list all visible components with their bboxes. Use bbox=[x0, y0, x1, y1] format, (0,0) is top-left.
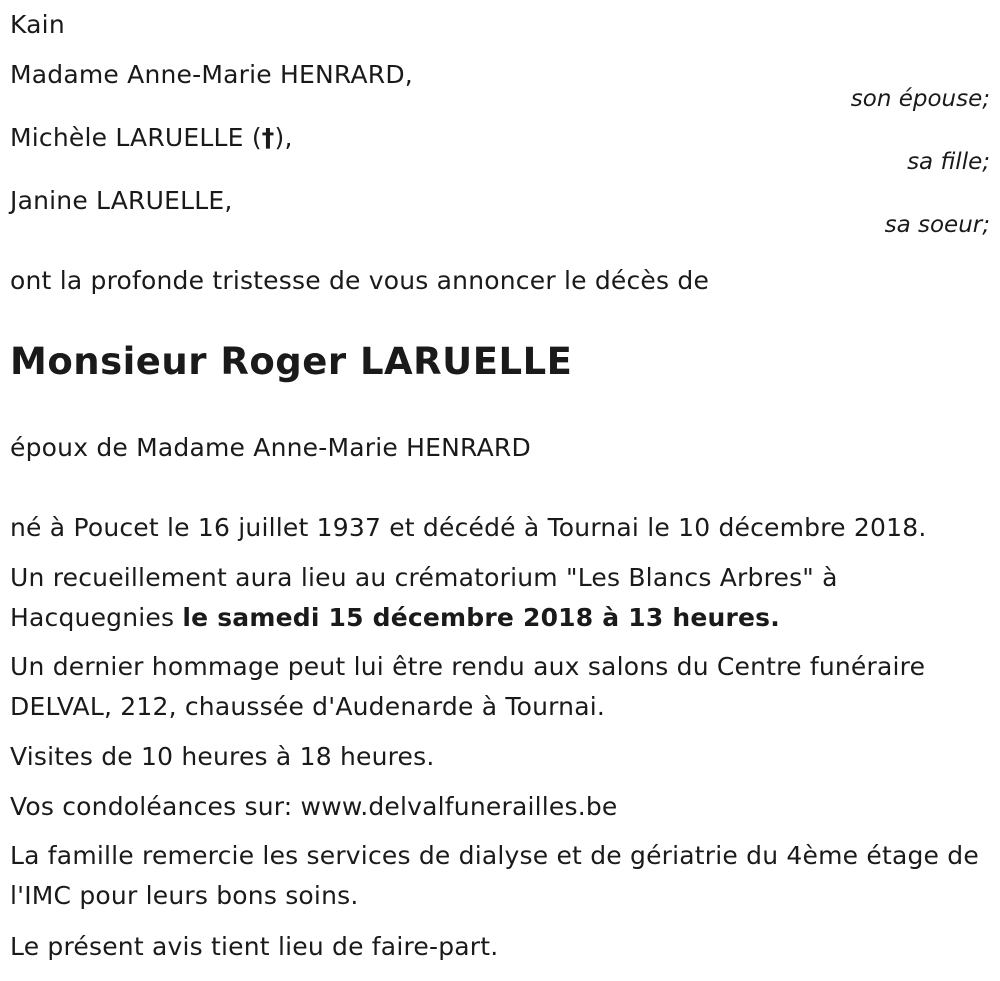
homage-paragraph: Un dernier hommage peut lui être rendu aux salons du Centre funéraire DELVAL, 212, chaussée d'Audenarde à Tournai. bbox=[10, 652, 926, 721]
notice-text: Le présent avis tient lieu de faire-part. bbox=[10, 932, 499, 961]
family-member-relation: sa fille; bbox=[907, 149, 990, 175]
ceremony-date: le samedi 15 décembre 2018 à 13 heures. bbox=[182, 603, 780, 632]
announcement-text: ont la profonde tristesse de vous annoncer le décès de bbox=[10, 266, 710, 295]
ceremony-text: Un recueillement aura lieu au crématorium "Les Blancs Arbres" à Hacquegnies bbox=[10, 563, 838, 632]
family-member-name-part: Michèle LARUELLE ( bbox=[10, 123, 262, 152]
family-member-name-part: ), bbox=[274, 123, 293, 152]
cross-icon: † bbox=[261, 123, 275, 152]
family-member-name: Madame Anne-Marie HENRARD, bbox=[10, 60, 413, 89]
family-member-name: Janine LARUELLE, bbox=[10, 186, 233, 215]
family-member-name bbox=[10, 123, 293, 153]
spouse-line: époux de Madame Anne-Marie HENRARD bbox=[10, 433, 531, 462]
deceased-name: Monsieur Roger LARUELLE bbox=[10, 340, 573, 383]
birth-death-text: né à Poucet le 16 juillet 1937 et décédé à Tournai le 10 décembre 2018. bbox=[10, 513, 927, 542]
location-text: Kain bbox=[10, 10, 65, 39]
visits-text: Visites de 10 heures à 18 heures. bbox=[10, 742, 435, 771]
condolences-text: Vos condoléances sur: www.delvalfunerailles.be bbox=[10, 792, 618, 821]
ceremony-paragraph bbox=[10, 558, 990, 638]
family-member-relation: sa soeur; bbox=[884, 212, 990, 238]
family-member-relation: son épouse; bbox=[850, 86, 990, 112]
thanks-paragraph: La famille remercie les services de dialyse et de gériatrie du 4ème étage de l'IMC pour leurs bons soins. bbox=[10, 841, 979, 910]
